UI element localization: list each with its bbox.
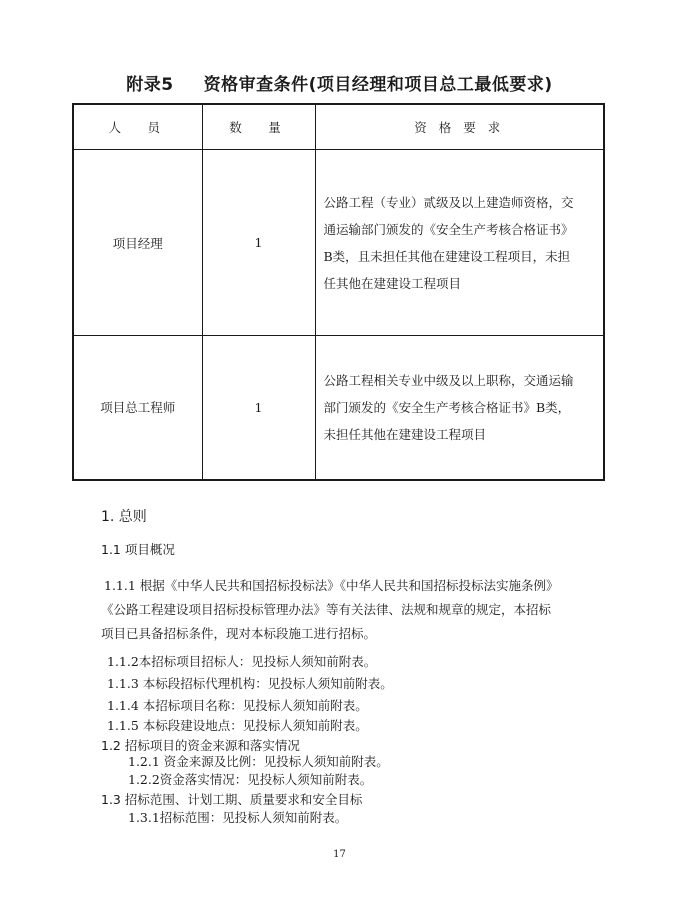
requirement-line: 部门颁发的《安全生产考核合格证书》B类， <box>323 399 571 415</box>
clause-1-3-1: 1.3.1招标范围：见投标人须知前附表。 <box>128 810 348 825</box>
requirement-line: 任其他在建建设工程项目 <box>323 275 462 291</box>
requirement-cell <box>315 150 604 336</box>
clause-1-1-2: 1.1.2本招标项目招标人：见投标人须知前附表。 <box>107 654 377 669</box>
table-row <box>73 336 604 480</box>
quantity-cell: 1 <box>202 336 315 480</box>
header-requirements: 资 格 要 求 <box>315 104 604 150</box>
requirement-line: 通运输部门颁发的《安全生产考核合格证书》 <box>323 221 574 237</box>
section-heading-1-2: 1.2 招标项目的资金来源和落实情况 <box>101 738 300 753</box>
table-row <box>73 150 604 336</box>
paragraph-line: 《公路工程建设项目招标投标管理办法》等有关法律、法规和规章的规定，本招标 <box>101 602 552 617</box>
clause-1-2-1: 1.2.1 资金来源及比例：见投标人须知前附表。 <box>128 754 389 769</box>
role-cell: 项目经理 <box>73 150 202 336</box>
clause-1-1-5: 1.1.5 本标段建设地点：见投标人须知前附表。 <box>107 718 368 733</box>
qualification-table <box>72 103 605 481</box>
section-heading-1-3: 1.3 招标范围、计划工期、质量要求和安全目标 <box>101 792 363 807</box>
page-number: 17 <box>333 849 346 860</box>
page-title <box>0 70 679 95</box>
requirement-cell <box>315 336 604 480</box>
header-quantity: 数 量 <box>202 104 315 150</box>
clause-1-1-3: 1.1.3 本标段招标代理机构：见投标人须知前附表。 <box>107 676 393 691</box>
requirement-line: 公路工程（专业）贰级及以上建造师资格，交 <box>323 194 574 210</box>
section-heading-1-1: 1.1 项目概况 <box>101 542 175 557</box>
requirement-line: 公路工程相关专业中级及以上职称，交通运输 <box>323 372 574 388</box>
requirement-line: B类，且未担任其他在建建设工程项目，未担 <box>323 248 571 264</box>
quantity-cell: 1 <box>202 150 315 336</box>
appendix-title: 资格审查条件(项目经理和项目总工最低要求) <box>203 75 553 95</box>
appendix-label: 附录5 <box>126 75 174 95</box>
header-personnel: 人 员 <box>73 104 202 150</box>
section-heading-1: 1. 总则 <box>101 509 147 525</box>
paragraph-line: 项目已具备招标条件，现对本标段施工进行招标。 <box>101 626 377 641</box>
requirement-line: 未担任其他在建建设工程项目 <box>323 426 487 442</box>
clause-1-1-4: 1.1.4 本招标项目名称：见投标人须知前附表。 <box>107 698 368 713</box>
paragraph-line: 1.1.1 根据《中华人民共和国招标投标法》《中华人民共和国招标投标法实施条例》 <box>104 578 559 593</box>
table-header-row <box>73 104 604 150</box>
clause-1-2-2: 1.2.2资金落实情况：见投标人须知前附表。 <box>128 772 373 787</box>
role-cell: 项目总工程师 <box>73 336 202 480</box>
